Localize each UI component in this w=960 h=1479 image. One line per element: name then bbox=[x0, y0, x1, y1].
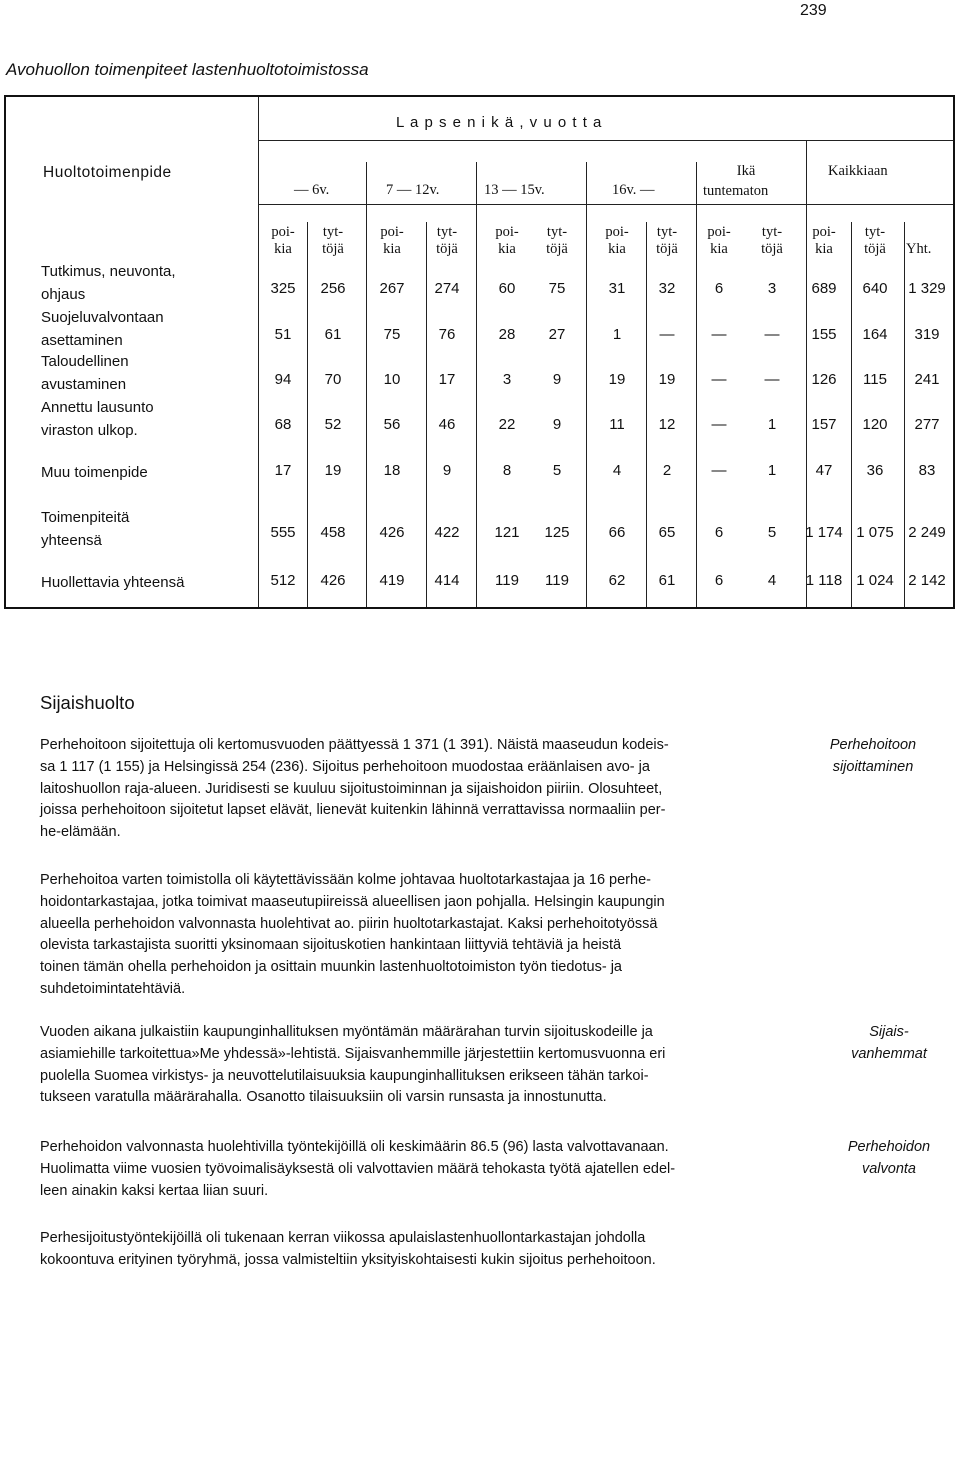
boys-subheader: kia bbox=[710, 241, 728, 257]
boys-subheader: poi- bbox=[271, 224, 295, 240]
age-group-header: 16v. — bbox=[612, 182, 655, 198]
margin-note bbox=[839, 1137, 939, 1181]
statistics-table bbox=[4, 95, 955, 609]
table-cell: 2 249 bbox=[908, 524, 946, 541]
table-cell: 5 bbox=[552, 462, 562, 479]
paragraph-line: tukseen varatulla määrärahalla. Osanotto tilaisuuksiin oli varsin runsasta ja innostunutta. bbox=[40, 1089, 607, 1106]
table-cell: 2 bbox=[662, 462, 672, 479]
row-label: ohjaus bbox=[41, 286, 86, 303]
table-cell: 241 bbox=[914, 371, 940, 388]
table-title: Avohuollon toimenpiteet lastenhuoltotoimistossa bbox=[6, 60, 369, 79]
age-group-header: 13 — 15v. bbox=[484, 182, 545, 198]
table-cell: 9 bbox=[552, 416, 562, 433]
table-cell: 1 075 bbox=[856, 524, 894, 541]
girls-subheader: töjä bbox=[546, 241, 568, 257]
table-cell: — bbox=[711, 416, 727, 433]
table-cell: 157 bbox=[811, 416, 837, 433]
table-cell: 28 bbox=[498, 326, 516, 343]
girls-subheader: tyt- bbox=[761, 224, 783, 240]
margin-note-line: sijoittaminen bbox=[832, 758, 914, 775]
table-cell: 75 bbox=[383, 326, 401, 343]
row-label: Taloudellinen bbox=[41, 353, 129, 370]
paragraph-line: kokoontuva erityinen työryhmä, jossa valmisteltiin yksityiskohtaisesti kukin sijoitus perhehoitoon. bbox=[40, 1251, 656, 1268]
table-cell: 11 bbox=[609, 416, 625, 433]
paragraph-line: olevista tarkastajista suoritti yksinomaan sijoituskotien hankintaan liittyviä tehtäviä ja heistä bbox=[40, 937, 622, 954]
paragraph-line: Perhehoidon valvonnasta huolehtivilla työntekijöillä oli keskimäärin 86.5 (96) lasta valvottavanaan. bbox=[40, 1139, 669, 1155]
paragraph-line: Huolimatta viime vuosien työvoimalisäyksestä oli valvottavien määrä tehokasta työtä ajatellen edel- bbox=[40, 1160, 676, 1177]
row-label: Annettu lausunto bbox=[41, 399, 154, 416]
table-cell: 61 bbox=[658, 572, 676, 589]
table-cell: 155 bbox=[811, 326, 837, 343]
paragraph-line: toinen tämän ohella perhehoidon ja osittain muunkin lastenhuoltotoimiston työn tiedotus- ja bbox=[40, 959, 622, 976]
table-cell: 32 bbox=[658, 280, 676, 297]
girls-subheader: tyt- bbox=[322, 224, 344, 240]
unknown-age-header: tuntematon bbox=[703, 183, 769, 199]
table-cell: 640 bbox=[862, 280, 888, 297]
table-cell: 1 174 bbox=[805, 524, 843, 541]
table-cell: 9 bbox=[442, 462, 452, 479]
table-cell: 9 bbox=[552, 371, 562, 388]
table-cell: 36 bbox=[866, 462, 884, 479]
paragraph-line: Perhesijoitustyöntekijöillä oli tukenaan kerran viikossa apulaislastenhuollontarkastajan johdolla bbox=[40, 1230, 646, 1246]
table-cell: 83 bbox=[918, 462, 936, 479]
table-cell: 3 bbox=[502, 371, 512, 388]
age-group-header: — 6v. bbox=[294, 182, 330, 198]
table-cell: 555 bbox=[270, 524, 296, 541]
row-label: Tutkimus, neuvonta, bbox=[41, 263, 176, 280]
paragraph-line: Perhehoitoa varten toimistolla oli käytettävissään kolme johtavaa huoltotarkastajaa ja 16 perhe- bbox=[40, 872, 651, 888]
table-cell: 22 bbox=[498, 416, 516, 433]
row-label: asettaminen bbox=[41, 332, 123, 349]
section-title: Sijaishuolto bbox=[40, 692, 135, 713]
body-paragraph bbox=[40, 1137, 818, 1202]
total-header: Kaikkiaan bbox=[828, 163, 888, 179]
table-cell: — bbox=[659, 326, 675, 343]
body-paragraph bbox=[40, 870, 818, 1001]
table-cell: 56 bbox=[383, 416, 401, 433]
table-cell: 119 bbox=[495, 572, 519, 589]
margin-note-line: Perhehoitoon bbox=[829, 737, 917, 753]
boys-subheader: kia bbox=[383, 241, 401, 257]
paragraph-line: hoidontarkastajaa, jotka toimivat maaseutupiireissä alueellisen jaon pohjalla. Helsingin kaupungin bbox=[40, 893, 665, 910]
table-cell: 4 bbox=[767, 572, 777, 589]
row-label: viraston ulkop. bbox=[41, 422, 138, 439]
table-cell: 6 bbox=[714, 572, 724, 589]
margin-note bbox=[839, 1022, 939, 1066]
margin-note-line: vanhemmat bbox=[851, 1045, 927, 1062]
table-cell: 414 bbox=[434, 572, 460, 589]
boys-subheader: poi- bbox=[495, 224, 519, 240]
table-cell: 1 329 bbox=[908, 280, 946, 297]
boys-subheader: kia bbox=[608, 241, 626, 257]
boys-subheader: poi- bbox=[812, 224, 836, 240]
boys-subheader: poi- bbox=[707, 224, 731, 240]
paragraph-line: asiamiehille tarkoitettua»Me yhdessä»-lehtistä. Sijaisvanhemmille järjestettiin kertomusvuonna eri bbox=[40, 1045, 666, 1062]
table-cell: 3 bbox=[767, 280, 777, 297]
girls-subheader: tyt- bbox=[546, 224, 568, 240]
girls-subheader: tyt- bbox=[656, 224, 678, 240]
paragraph-line: laitoshuollon raja-alueen. Juridisesti se kuuluu sijoitustoiminnan ja sijaishoidon piiriin. Olosuhteet, bbox=[40, 780, 663, 797]
margin-note-line: Perhehoidon bbox=[847, 1139, 931, 1155]
body-paragraph bbox=[40, 1228, 818, 1272]
table-cell: — bbox=[711, 326, 727, 343]
girls-subheader: töjä bbox=[761, 241, 783, 257]
table-cell: 61 bbox=[324, 326, 342, 343]
table-cell: 17 bbox=[274, 462, 292, 479]
total-subheader: Yht. bbox=[906, 241, 932, 257]
boys-subheader: kia bbox=[498, 241, 516, 257]
table-cell: 164 bbox=[862, 326, 888, 343]
table-cell: 75 bbox=[548, 280, 566, 297]
table-cell: 256 bbox=[320, 280, 346, 297]
table-cell: 51 bbox=[274, 326, 292, 343]
table-cell: 6 bbox=[714, 280, 724, 297]
table-cell: 267 bbox=[379, 280, 405, 297]
table-cell: 94 bbox=[274, 371, 292, 388]
paragraph-line: alueella perhehoidon valvonnasta huolehtivat ao. piirin huoltotarkastajat. Kaksi perhehoitotyössä bbox=[40, 915, 658, 932]
table-cell: 70 bbox=[324, 371, 342, 388]
girls-subheader: töjä bbox=[656, 241, 678, 257]
table-cell: — bbox=[764, 371, 780, 388]
table-cell: 1 024 bbox=[856, 572, 894, 589]
table-cell: 119 bbox=[545, 572, 569, 589]
row-label: avustaminen bbox=[41, 376, 127, 393]
table-cell: 2 142 bbox=[908, 572, 946, 589]
table-cell: — bbox=[764, 326, 780, 343]
table-cell: — bbox=[711, 462, 727, 479]
table-cell: 19 bbox=[324, 462, 342, 479]
boys-subheader: kia bbox=[274, 241, 292, 257]
table-cell: 426 bbox=[379, 524, 405, 541]
table-cell: — bbox=[711, 371, 727, 388]
girls-subheader: tyt- bbox=[436, 224, 458, 240]
table-cell: 319 bbox=[914, 326, 940, 343]
table-cell: 422 bbox=[434, 524, 460, 541]
page-number: 239 bbox=[800, 2, 827, 19]
measure-column-header: Huoltotoimenpide bbox=[43, 164, 172, 181]
paragraph-line: Vuoden aikana julkaistiin kaupunginhallituksen myöntämän määrärahan turvin sijoituskodeille ja bbox=[40, 1024, 653, 1040]
table-cell: 126 bbox=[811, 371, 837, 388]
margin-note-line: Sijais- bbox=[869, 1024, 909, 1040]
table-cell: 1 118 bbox=[805, 572, 843, 589]
table-cell: 325 bbox=[270, 280, 296, 297]
girls-subheader: tyt- bbox=[864, 224, 886, 240]
row-label: Toimenpiteitä bbox=[41, 509, 130, 526]
table-cell: 12 bbox=[658, 416, 676, 433]
table-cell: 62 bbox=[608, 572, 626, 589]
table-cell: 1 bbox=[767, 416, 777, 433]
table-cell: 19 bbox=[608, 371, 626, 388]
table-cell: 18 bbox=[383, 462, 401, 479]
table-cell: 52 bbox=[324, 416, 342, 433]
table-cell: 1 bbox=[612, 326, 622, 343]
table-cell: 31 bbox=[608, 280, 626, 297]
boys-subheader: poi- bbox=[380, 224, 404, 240]
margin-note-line: valvonta bbox=[861, 1160, 916, 1177]
row-label: Huollettavia yhteensä bbox=[41, 574, 185, 591]
table-cell: 689 bbox=[811, 280, 837, 297]
paragraph-line: suhdetoimintatehtäviä. bbox=[40, 980, 186, 997]
table-cell: 47 bbox=[815, 462, 833, 479]
unknown-age-header: Ikä bbox=[736, 163, 756, 179]
age-header: L a p s e n i k ä , v u o t t a bbox=[396, 114, 603, 131]
table-cell: 68 bbox=[274, 416, 292, 433]
girls-subheader: töjä bbox=[436, 241, 458, 257]
paragraph-line: sa 1 117 (1 155) ja Helsingissä 254 (236). Sijoitus perhehoitoon muodostaa eräänlaisen avo- ja bbox=[40, 758, 650, 775]
paragraph-line: he-elämään. bbox=[40, 824, 121, 841]
table-cell: 120 bbox=[862, 416, 888, 433]
table-cell: 5 bbox=[767, 524, 777, 541]
table-cell: 512 bbox=[270, 572, 296, 589]
row-label: Suojeluvalvontaan bbox=[41, 309, 164, 326]
table-cell: 277 bbox=[914, 416, 940, 433]
table-cell: 125 bbox=[544, 524, 570, 541]
body-paragraph bbox=[40, 1022, 818, 1109]
margin-note bbox=[823, 735, 923, 779]
body-paragraph bbox=[40, 735, 818, 844]
table-cell: 76 bbox=[438, 326, 456, 343]
paragraph-line: leen ainakin kaksi kertaa liian suuri. bbox=[40, 1182, 269, 1199]
row-label: Muu toimenpide bbox=[41, 464, 148, 481]
girls-subheader: töjä bbox=[322, 241, 344, 257]
paragraph-line: Perhehoitoon sijoitettuja oli kertomusvuoden päättyessä 1 371 (1 391). Näistä maaseudun kodeis- bbox=[40, 737, 669, 753]
girls-subheader: töjä bbox=[864, 241, 886, 257]
table-cell: 426 bbox=[320, 572, 346, 589]
table-cell: 115 bbox=[863, 371, 887, 388]
table-cell: 65 bbox=[658, 524, 676, 541]
boys-subheader: kia bbox=[815, 241, 833, 257]
table-cell: 46 bbox=[438, 416, 456, 433]
table-cell: 274 bbox=[434, 280, 460, 297]
table-cell: 19 bbox=[658, 371, 676, 388]
table-cell: 458 bbox=[320, 524, 346, 541]
table-cell: 6 bbox=[714, 524, 724, 541]
table-cell: 66 bbox=[608, 524, 626, 541]
table-cell: 419 bbox=[379, 572, 405, 589]
table-cell: 60 bbox=[498, 280, 516, 297]
table-cell: 8 bbox=[502, 462, 512, 479]
row-label: yhteensä bbox=[41, 532, 102, 549]
paragraph-line: joissa perhehoitoon sijoitetut lapset elävät, lienevät kuitenkin lähinnä verrattavissa normaaliin per- bbox=[40, 802, 666, 819]
table-cell: 1 bbox=[767, 462, 777, 479]
age-group-header: 7 — 12v. bbox=[386, 182, 440, 198]
table-cell: 4 bbox=[612, 462, 622, 479]
table-cell: 17 bbox=[438, 371, 456, 388]
table-cell: 10 bbox=[383, 371, 401, 388]
paragraph-line: puolella Suomea virkistys- ja neuvottelutilaisuuksia kaupunginhallituksen erikseen tähän tarkoi- bbox=[40, 1067, 649, 1084]
boys-subheader: poi- bbox=[605, 224, 629, 240]
table-cell: 121 bbox=[494, 524, 520, 541]
table-cell: 27 bbox=[548, 326, 566, 343]
